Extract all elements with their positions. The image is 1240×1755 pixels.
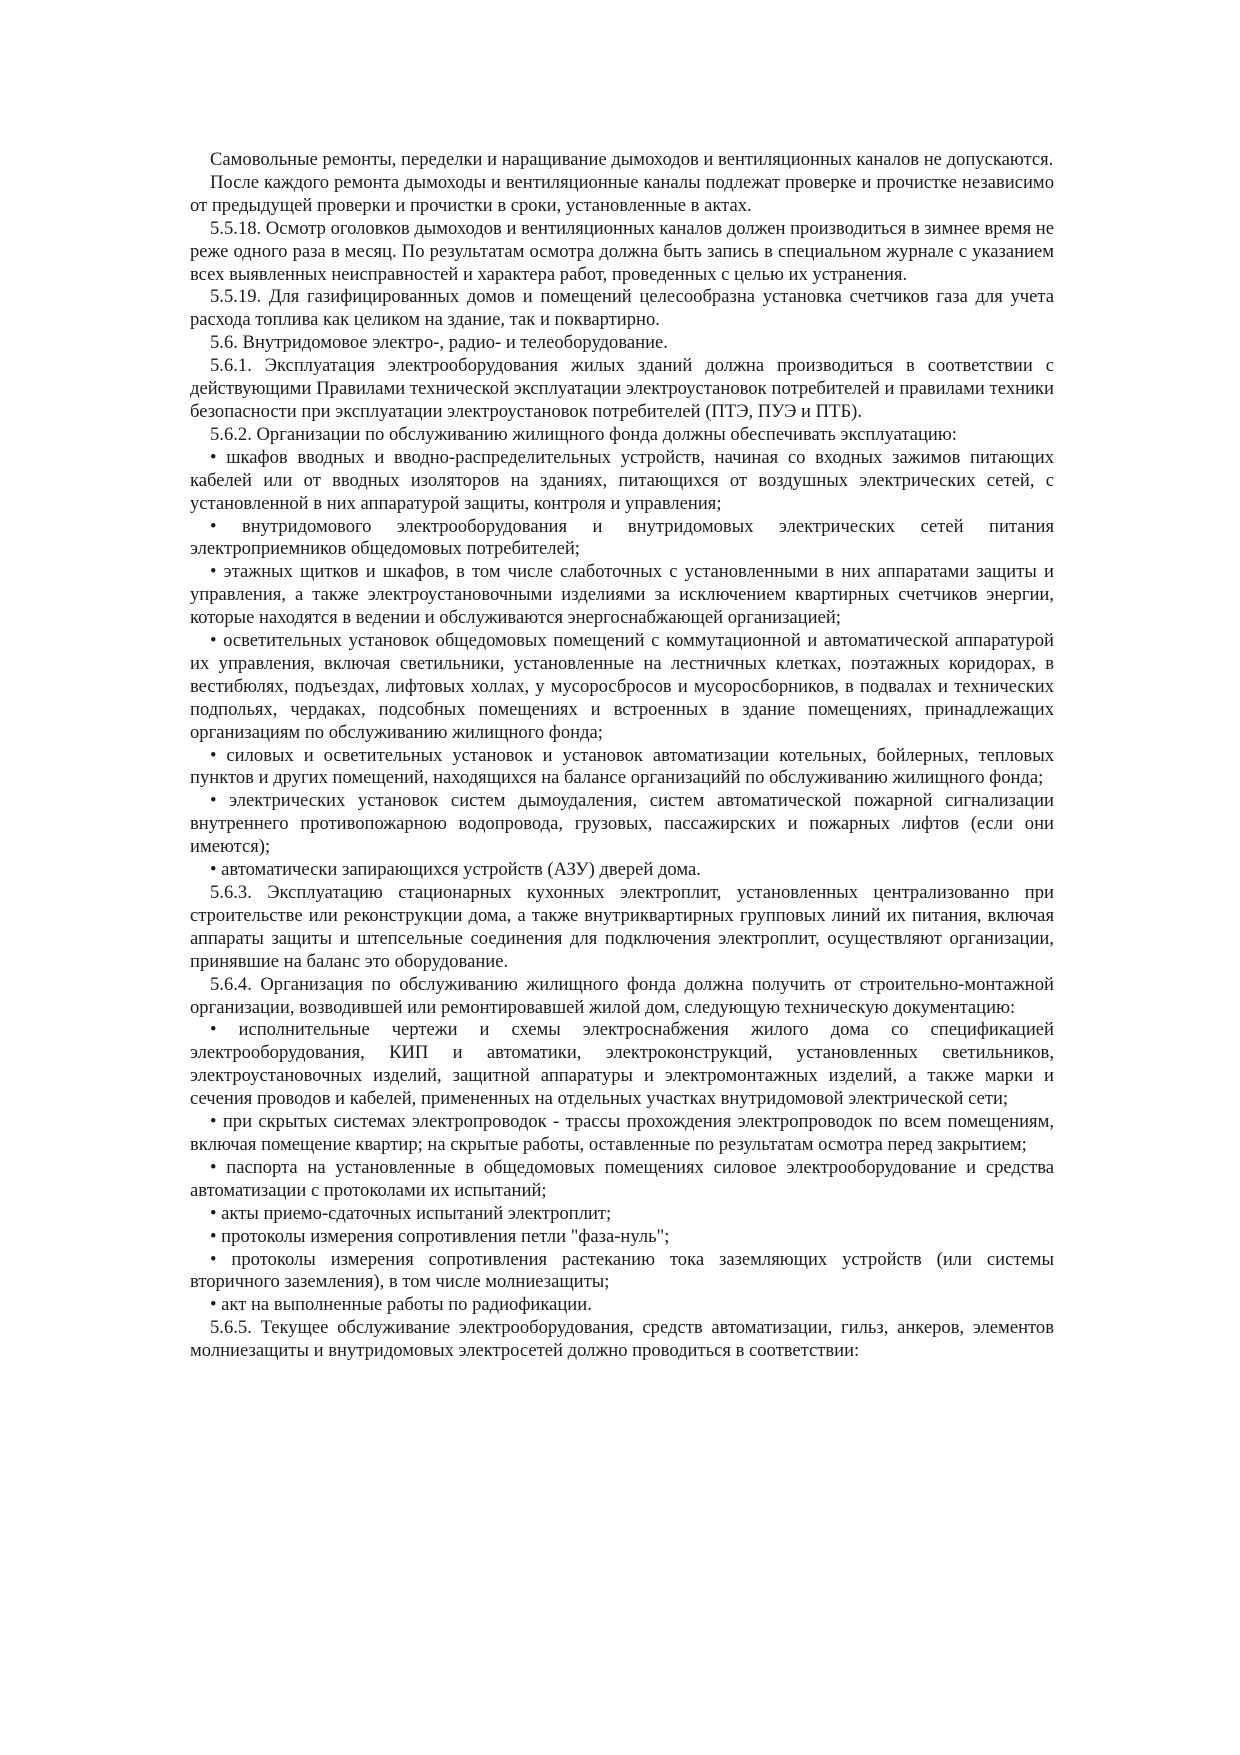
list-item: • акт на выполненные работы по радиофикации.	[210, 1294, 592, 1316]
paragraph-5-6-3: 5.6.3. Эксплуатацию стационарных кухонных электроплит, установленных централизованно при строительстве или реконструкции дома, а также внутриквартирных групповых линий их питания, включая аппараты защиты и штепсельные соединения для подключения электроплит, осуществляют организации, принявшие на баланс это оборудование.	[190, 882, 1054, 972]
paragraph-5-6-5: 5.6.5. Текущее обслуживание электрооборудования, средств автоматизации, гильз, анкеров, элементов молниезащиты и внутридомовых электросетей должно проводиться в соответствии:	[190, 1317, 1054, 1362]
list-item: • протоколы измерения сопротивления растеканию тока заземляющих устройств (или системы вторичного заземления), в том числе молниезащиты;	[190, 1248, 1054, 1293]
list-item: • этажных щитков и шкафов, в том числе слаботочных с установленными в них аппаратами защиты и управления, а также электроустановочными изделиями за исключением квартирных счетчиков энергии, которые находятся в ведении и обслуживаются энергоснабжающей организацией;	[190, 561, 1054, 629]
list-item: • при скрытых системах электропроводок - трассы прохождения электропроводок по всем помещениям, включая помещение квартир; на скрытые работы, оставленные по результатам осмотра перед закрытием;	[190, 1111, 1054, 1155]
list-item: • внутридомового электрооборудования и внутридомовых электрических сетей питания электроприемников общедомовых потребителей;	[190, 515, 1054, 560]
list-item: • шкафов вводных и вводно-распределительных устройств, начиная со входных зажимов питающих кабелей или от вводных изоляторов на зданиях, питающихся от воздушных электрических сетей, с установленной в них аппаратурой защиты, контроля и управления;	[190, 446, 1054, 514]
list-item: • исполнительные чертежи и схемы электроснабжения жилого дома со спецификацией электрооборудования, КИП и автоматики, электроконструкций, установленных светильников, электроустановочных изделий, защитной аппаратуры и электромонтажных изделий, а также марки и сечения проводов и кабелей, примененных на отдельных участках внутридомовой электрической сети;	[190, 1019, 1054, 1110]
paragraph-5-6-4: 5.6.4. Организация по обслуживанию жилищного фонда должна получить от строительно-монтажной организации, возводившей или ремонтировавшей жилой дом, следующую техническую документацию:	[190, 973, 1054, 1018]
list-item: • осветительных установок общедомовых помещений с коммутационной и автоматической аппаратурой их управления, включая светильники, установленные на лестничных клетках, поэтажных коридорах, в вестибюлях, подъездах, лифтовых холлах, у мусоросбросов и мусоросборников, в подвалах и технических подпольях, чердаках, подсобных помещениях и встроенных в здание помещениях, принадлежащих организациям по обслуживанию жилищного фонда;	[190, 630, 1054, 743]
list-item: • паспорта на установленные в общедомовых помещениях силовое электрооборудование и средства автоматизации с протоколами их испытаний;	[190, 1156, 1054, 1201]
paragraph-chimney-repairs: Самовольные ремонты, переделки и наращивание дымоходов и вентиляционных каналов не допускаются.	[210, 149, 1054, 170]
list-item: • автоматически запирающихся устройств (АЗУ) дверей дома.	[210, 859, 701, 881]
paragraph-5-5-18: 5.5.18. Осмотр оголовков дымоходов и вентиляционных каналов должен производиться в зимнее время не реже одного раза в месяц. По результатам осмотра должна быть запись в специальном журнале с указанием всех выявленных неисправностей и характера работ, проведенных с целью их устранения.	[190, 217, 1054, 285]
paragraph-5-6-1: 5.6.1. Эксплуатация электрооборудования жилых зданий должна производиться в соответствии с действующими Правилами технической эксплуатации электроустановок потребителей и правилами техники безопасности при эксплуатации электроустановок потребителей (ПТЭ, ПУЭ и ПТБ).	[190, 355, 1054, 422]
section-heading-5-6: 5.6. Внутридомовое электро-, радио- и телеоборудование.	[210, 332, 668, 354]
paragraph-5-5-19: 5.5.19. Для газифицированных домов и помещений целесообразна установка счетчиков газа для учета расхода топлива как целиком на здание, так и поквартирно.	[190, 286, 1054, 331]
list-item: • силовых и осветительных установок и установок автоматизации котельных, бойлерных, тепловых пунктов и других помещений, находящихся на балансе организацийй по обслуживанию жилищного фонда;	[190, 744, 1054, 789]
list-item: • протоколы измерения сопротивления петли "фаза-нуль";	[210, 1225, 670, 1247]
document-page	[190, 149, 1054, 1363]
list-item: • акты приемо-сдаточных испытаний электроплит;	[210, 1202, 612, 1224]
list-item: • электрических установок систем дымоудаления, систем автоматической пожарной сигнализации внутреннего противопожарною водопровода, грузовых, пассажирских и пожарных лифтов (если они имеются);	[190, 790, 1054, 858]
paragraph-after-repair-check: После каждого ремонта дымоходы и вентиляционные каналы подлежат проверке и прочистке независимо от предыдущей проверки и прочистки в сроки, установленные в актах.	[190, 171, 1054, 216]
paragraph-5-6-2: 5.6.2. Организации по обслуживанию жилищного фонда должны обеспечивать эксплуатацию:	[210, 423, 957, 445]
